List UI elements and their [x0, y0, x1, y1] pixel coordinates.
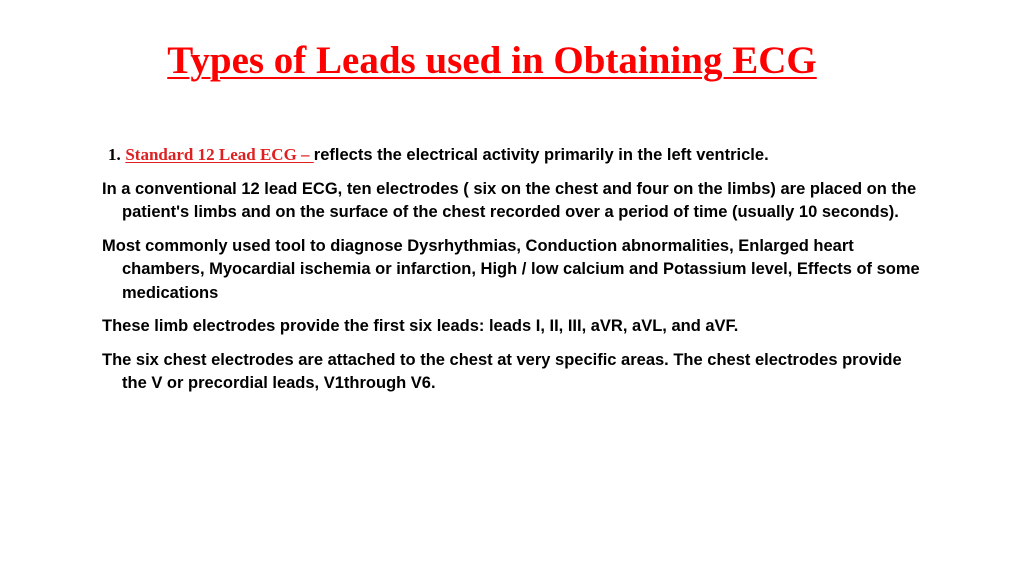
- item-heading: Standard 12 Lead ECG –: [125, 145, 314, 164]
- paragraph-limb-leads: These limb electrodes provide the first six leads: leads I, II, III, aVR, aVL, and aVF.: [102, 317, 739, 335]
- paragraph-electrodes: In a conventional 12 lead ECG, ten electrodes ( six on the chest and four on the limbs) are placed on the patient's limbs and on the surface of the chest recorded over a period of time (usually 10 seconds).: [102, 179, 917, 221]
- paragraph-chest-leads: The six chest electrodes are attached to the chest at very specific areas. The chest electrodes provide the V or precordial leads, V1through V6.: [102, 350, 902, 392]
- item-number: 1.: [108, 145, 121, 164]
- slide-body: [102, 143, 922, 406]
- slide-title: Types of Leads used in Obtaining ECG: [167, 39, 817, 82]
- numbered-item: [108, 143, 922, 168]
- paragraph-diagnosis: Most commonly used tool to diagnose Dysrhythmias, Conduction abnormalities, Enlarged heart chambers, Myocardial ischemia or infarction, High / low calcium and Potassium level, Effects of some medications: [102, 236, 920, 302]
- item-text: reflects the electrical activity primarily in the left ventricle.: [313, 146, 769, 164]
